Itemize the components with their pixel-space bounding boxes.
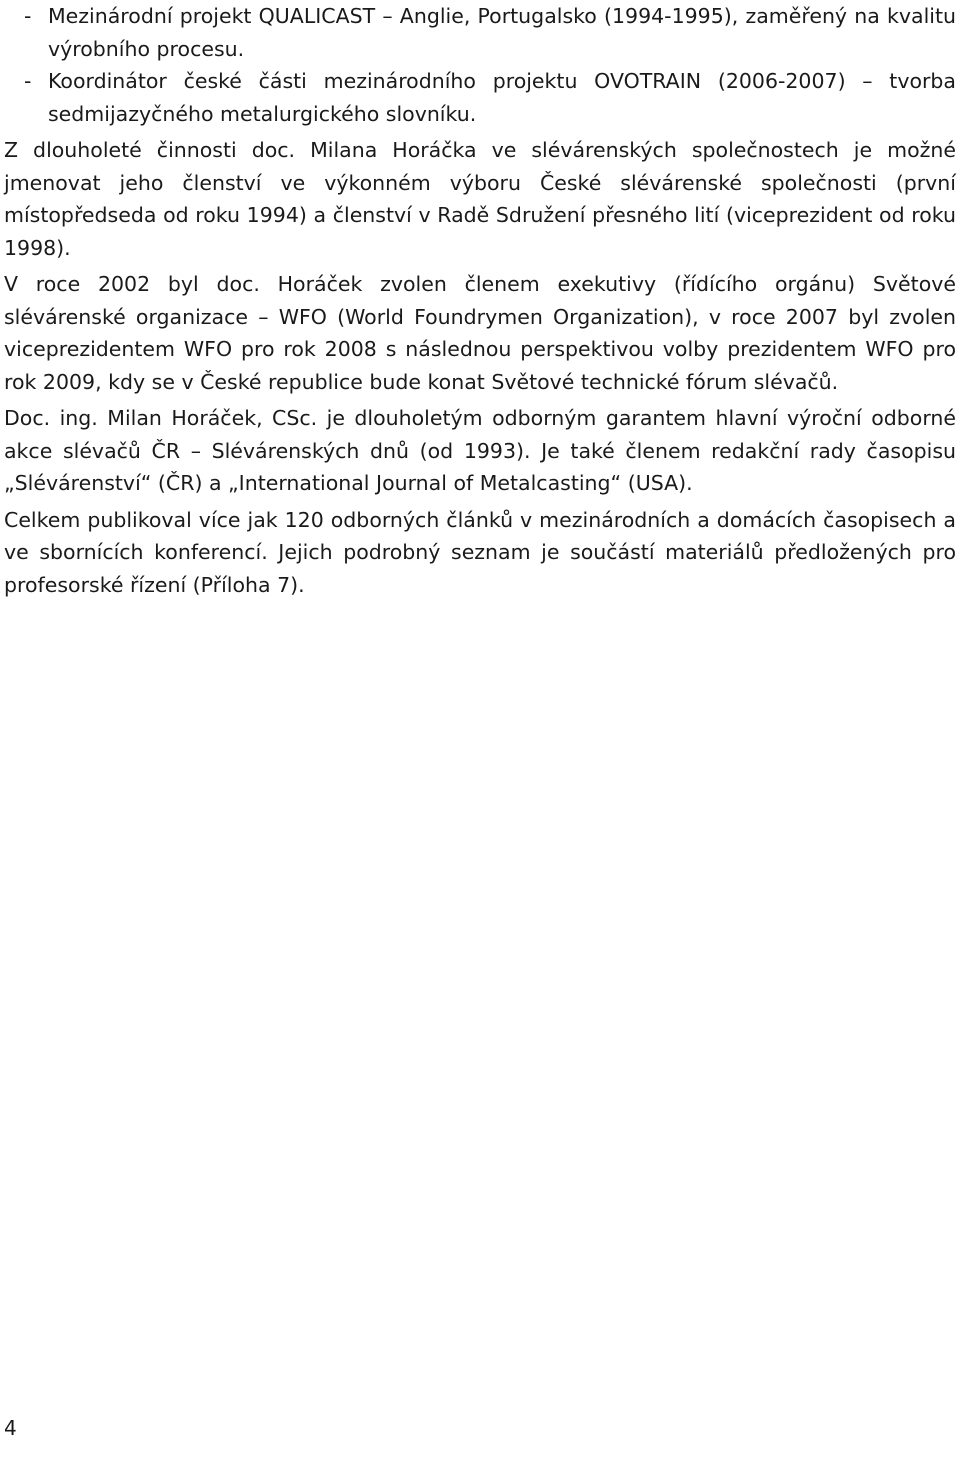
list-item (4, 65, 956, 130)
bullet-dash: - (24, 4, 32, 28)
paragraph-wfo: V roce 2002 byl doc. Horáček zvolen členem exekutivy (řídícího orgánu) Světové slévárenské organizace – WFO (World Foundrymen Organization), v roce 2007 byl zvolen viceprezidentem WFO pro rok 2008 s následnou perspektivou volby prezidentem WFO pro rok 2009, kdy se v České republice bude konat Světové technické fórum slévačů. (4, 272, 956, 394)
list-item (4, 0, 956, 65)
bullet-text: Koordinátor české části mezinárodního projektu OVOTRAIN (2006-2007) – tvorba sedmijazyčného metalurgického slovníku. (48, 69, 956, 126)
bullet-text: Mezinárodní projekt QUALICAST – Anglie, Portugalsko (1994-1995), zaměřený na kvalitu výrobního procesu. (48, 4, 956, 61)
bullet-dash: - (24, 69, 32, 93)
paragraph-activities: Z dlouholeté činnosti doc. Milana Horáčka ve slévárenských společnostech je možné jmenovat jeho členství ve výkonném výboru České slévárenské společnosti (první místopředseda od roku 1994) a členství v Radě Sdružení přesného lití (viceprezident od roku 1998). (4, 138, 956, 260)
page-content (4, 0, 956, 601)
page-number: 4 (4, 1416, 17, 1440)
paragraph-guarantor: Doc. ing. Milan Horáček, CSc. je dlouholetým odborným garantem hlavní výroční odborné akce slévačů ČR – Slévárenských dnů (od 1993). Je také členem redakční rady časopisu „Slévárenství“ (ČR) a „International Journal of Metalcasting“ (USA). (4, 406, 956, 495)
paragraph-publications: Celkem publikoval více jak 120 odborných článků v mezinárodních a domácích časopisech a ve sbornících konferencí. Jejich podrobný seznam je součástí materiálů předložených pro profesorské řízení (Příloha 7). (4, 507, 956, 597)
